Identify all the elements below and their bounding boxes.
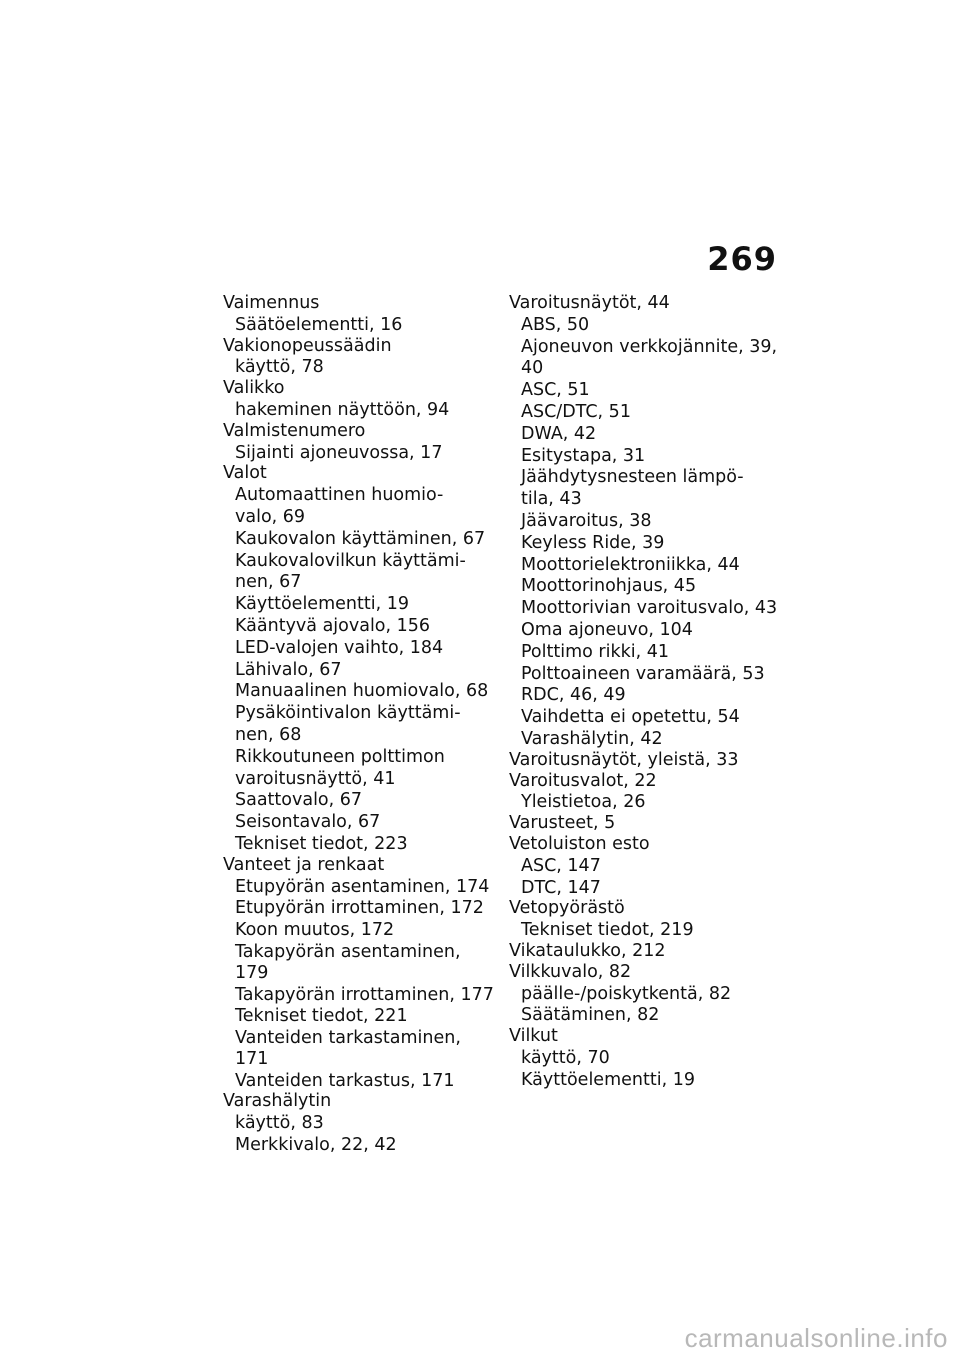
index-sub-term: Etupyörän irrottaminen, 172 bbox=[235, 898, 484, 919]
page-number: 269 bbox=[707, 240, 777, 278]
index-sub-term: Takapyörän irrottaminen, 177 bbox=[235, 984, 494, 1005]
index-sub-term: käyttö, 70 bbox=[521, 1047, 610, 1068]
index-main-term: Varoitusnäytöt, yleistä, 33 bbox=[509, 749, 739, 770]
index-main-term: Varusteet, 5 bbox=[509, 813, 616, 834]
index-sub-term: Yleistietoa, 26 bbox=[521, 792, 646, 813]
index-sub-term: Kääntyvä ajovalo, 156 bbox=[235, 615, 431, 636]
index-entry bbox=[223, 421, 498, 464]
index-entry bbox=[509, 834, 784, 898]
index-sub-term: Käyttöelementti, 19 bbox=[521, 1069, 695, 1090]
index-sub-term: Kaukovalovilkun käyttämi- bbox=[235, 550, 466, 571]
index-sub-term: Käyttöelementti, 19 bbox=[235, 594, 409, 615]
index-main-term: Varashälytin bbox=[223, 1091, 332, 1112]
index-sub-term: 40 bbox=[521, 358, 544, 379]
index-column-right bbox=[509, 293, 784, 1090]
index-sub-term: Koon muutos, 172 bbox=[235, 920, 395, 941]
index-sub-term: Vanteiden tarkastus, 171 bbox=[235, 1070, 455, 1091]
index-sub-term: Polttoaineen varamäärä, 53 bbox=[521, 663, 765, 684]
index-sub-term: Jäähdytysnesteen lämpö- bbox=[521, 467, 744, 488]
index-sub-term: Manuaalinen huomiovalo, 68 bbox=[235, 681, 489, 702]
index-sub-term: Säätöelementti, 16 bbox=[235, 314, 403, 335]
index-sub-term: Ajoneuvon verkkojännite, 39, bbox=[521, 336, 778, 357]
index-main-term: Vetoluiston esto bbox=[509, 833, 650, 854]
index-main-term: Valikko bbox=[223, 378, 285, 399]
index-sub-term: Kaukovalon käyttäminen, 67 bbox=[235, 528, 486, 549]
index-sub-term: valo, 69 bbox=[235, 506, 306, 527]
index-entry bbox=[223, 336, 498, 379]
index-main-term: Varoitusvalot, 22 bbox=[509, 770, 657, 791]
index-sub-term: RDC, 46, 49 bbox=[521, 685, 626, 706]
index-entry bbox=[223, 855, 498, 1092]
index-sub-term: hakeminen näyttöön, 94 bbox=[235, 399, 450, 420]
index-main-term: Vilkut bbox=[509, 1026, 558, 1047]
index-sub-term: käyttö, 83 bbox=[235, 1113, 324, 1134]
index-sub-term: Lähivalo, 67 bbox=[235, 659, 342, 680]
index-sub-term: Vanteiden tarkastaminen, 171 bbox=[235, 1028, 461, 1069]
index-sub-term: nen, 67 bbox=[235, 572, 302, 593]
index-entry bbox=[509, 941, 784, 962]
index-sub-term: ASC, 147 bbox=[521, 855, 601, 876]
index-sub-term: käyttö, 78 bbox=[235, 357, 324, 378]
index-main-term: Vikataulukko, 212 bbox=[509, 940, 666, 961]
index-sub-term: DWA, 42 bbox=[521, 423, 597, 444]
index-sub-term: Tekniset tiedot, 223 bbox=[235, 833, 408, 854]
watermark: carmanualsonline.info bbox=[684, 1323, 948, 1353]
index-sub-term: Tekniset tiedot, 219 bbox=[521, 920, 694, 941]
index-sub-term: Jäävaroitus, 38 bbox=[521, 510, 652, 531]
index-sub-term: Oma ajoneuvo, 104 bbox=[521, 619, 693, 640]
index-sub-term: päälle-/poiskytkentä, 82 bbox=[521, 983, 732, 1004]
index-sub-term: Automaattinen huomio- bbox=[235, 485, 444, 506]
index-sub-term: tila, 43 bbox=[521, 489, 582, 510]
index-sub-term: Saattovalo, 67 bbox=[235, 790, 363, 811]
index-sub-term: Takapyörän asentaminen, 179 bbox=[235, 941, 461, 983]
index-entry bbox=[223, 1091, 498, 1155]
index-main-term: Valmistenumero bbox=[223, 420, 366, 441]
index-main-term: Vetopyörästö bbox=[509, 898, 625, 919]
index-entry bbox=[509, 1026, 784, 1090]
index-sub-term: Merkkivalo, 22, 42 bbox=[235, 1135, 397, 1156]
index-main-term: Vaimennus bbox=[223, 293, 320, 313]
index-main-term: Valot bbox=[223, 463, 267, 484]
index-sub-term: Moottorielektroniikka, 44 bbox=[521, 554, 740, 575]
index-sub-term: Sijainti ajoneuvossa, 17 bbox=[235, 442, 443, 463]
index-sub-term: Seisontavalo, 67 bbox=[235, 812, 381, 833]
index-sub-term: Rikkoutuneen polttimon bbox=[235, 746, 445, 767]
index-entry bbox=[509, 771, 784, 814]
index-sub-term: ASC/DTC, 51 bbox=[521, 401, 631, 422]
index-entry bbox=[509, 750, 784, 771]
index-sub-term: ABS, 50 bbox=[521, 314, 590, 335]
index-sub-term: Varashälytin, 42 bbox=[521, 728, 663, 749]
index-sub-term: Polttimo rikki, 41 bbox=[521, 641, 669, 662]
index-entry bbox=[509, 813, 784, 834]
index-sub-term: nen, 68 bbox=[235, 724, 302, 745]
index-main-term: Vakionopeussäädin bbox=[223, 335, 392, 356]
index-main-term: Vilkkuvalo, 82 bbox=[509, 961, 632, 982]
index-sub-term: Säätäminen, 82 bbox=[521, 1005, 660, 1026]
index-sub-term: DTC, 147 bbox=[521, 877, 601, 898]
index-sub-term: LED-valojen vaihto, 184 bbox=[235, 637, 444, 658]
index-sub-term: Keyless Ride, 39 bbox=[521, 532, 665, 553]
index-sub-term: Tekniset tiedot, 221 bbox=[235, 1006, 408, 1027]
index-sub-term: Etupyörän asentaminen, 174 bbox=[235, 876, 490, 897]
index-entry bbox=[509, 962, 784, 1026]
index-entry bbox=[223, 293, 498, 336]
index-column-left bbox=[223, 293, 498, 1156]
index-sub-term: Moottorivian varoitusvalo, 43 bbox=[521, 598, 778, 619]
index-entry bbox=[223, 463, 498, 854]
index-main-term: Varoitusnäytöt, 44 bbox=[509, 293, 670, 313]
index-sub-term: Esitystapa, 31 bbox=[521, 445, 646, 466]
index-sub-term: ASC, 51 bbox=[521, 380, 590, 401]
index-sub-term: Vaihdetta ei opetettu, 54 bbox=[521, 707, 740, 728]
index-sub-term: Pysäköintivalon käyttämi- bbox=[235, 703, 461, 724]
index-main-term: Vanteet ja renkaat bbox=[223, 854, 385, 875]
index-sub-term: varoitusnäyttö, 41 bbox=[235, 768, 396, 789]
index-entry bbox=[223, 378, 498, 421]
index-entry bbox=[509, 293, 784, 750]
index-sub-term: Moottorinohjaus, 45 bbox=[521, 576, 697, 597]
index-entry bbox=[509, 898, 784, 941]
